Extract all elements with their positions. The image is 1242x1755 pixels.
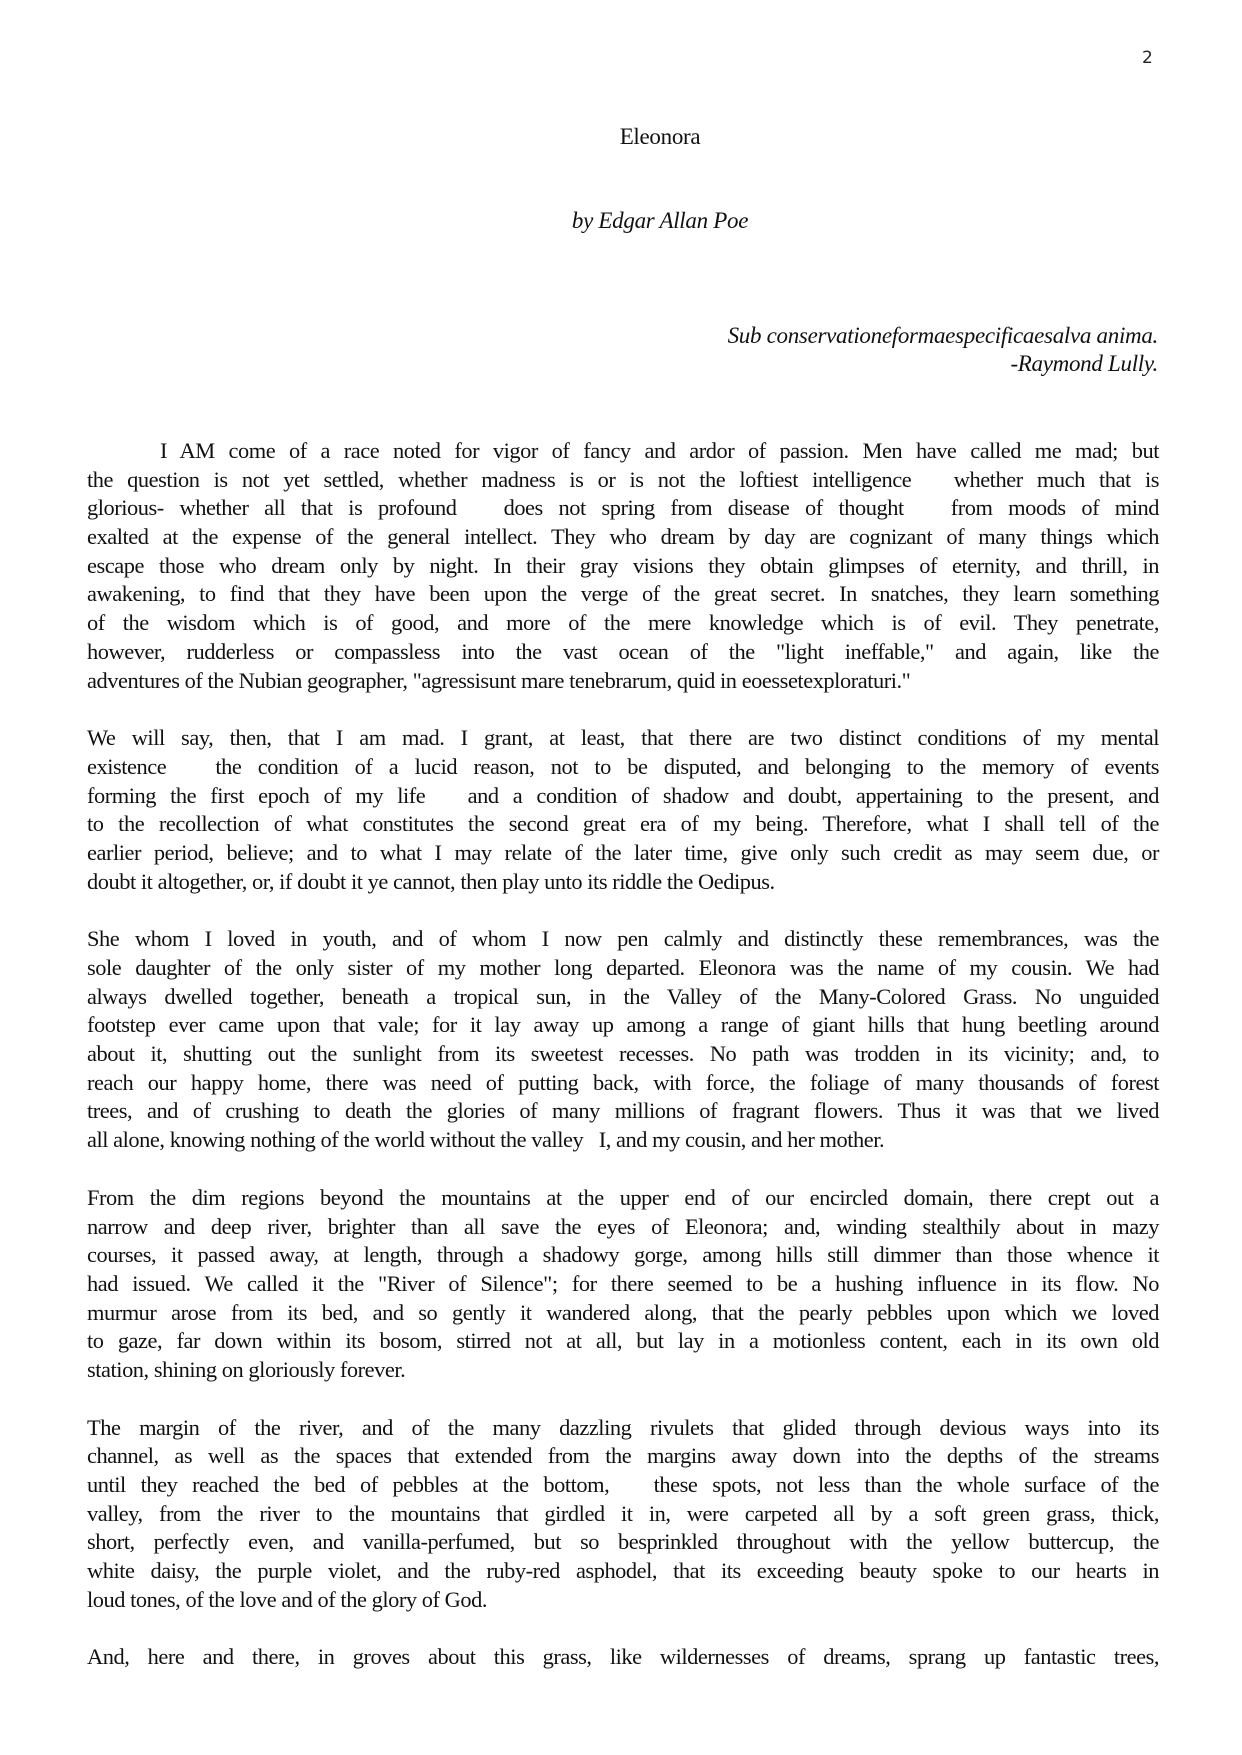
text-line: however, rudderless or compassless into the vast ocean of the "light ineffable," and again, like the (87, 638, 1159, 664)
text-line: I AM come of a race noted for vigor of fancy and ardor of passion. Men have called me mad; but (160, 438, 1159, 463)
text-line: exalted at the expense of the general intellect. They who dream by day are cognizant of many things which (87, 524, 1159, 550)
text-line: glorious- whether all that is profound does not spring from disease of thought from moods of mind (87, 495, 1159, 521)
epigraph (728, 322, 1158, 378)
text-line: murmur arose from its bed, and so gently it wandered along, that the pearly pebbles upon which we loved (87, 1299, 1159, 1325)
paragraph (87, 925, 1159, 1155)
text-line: white daisy, the purple violet, and the ruby-red asphodel, that its exceeding beauty spoke to our hearts in (87, 1558, 1159, 1584)
text-line: valley, from the river to the mountains that girdled it in, were carpeted all by a soft green grass, thick, (87, 1500, 1159, 1526)
story-body (87, 437, 1159, 1701)
story-title: Eleonora (619, 124, 701, 149)
text-line: station, shining on gloriously forever. (87, 1356, 406, 1382)
text-line: short, perfectly even, and vanilla-perfumed, but so besprinkled throughout with the yellow buttercup, the (87, 1529, 1159, 1555)
page-number: 2 (1142, 48, 1153, 68)
epigraph-quote: Sub conservationeformaespecificaesalva anima. (727, 323, 1158, 348)
text-line: all alone, knowing nothing of the world without the valley I, and my cousin, and her mother. (87, 1127, 885, 1153)
text-line: to the recollection of what constitutes the second great era of my being. Therefore, what I shall tell of the (87, 811, 1159, 837)
text-line: earlier period, believe; and to what I may relate of the later time, give only such credit as may seem due, or (87, 839, 1159, 865)
text-line: about it, shutting out the sunlight from its sweetest recesses. No path was trodden in its vicinity; and, to (87, 1041, 1159, 1067)
text-line: trees, and of crushing to death the glories of many millions of fragrant flowers. Thus it was that we lived (87, 1098, 1159, 1124)
text-line: loud tones, of the love and of the glory of God. (87, 1586, 488, 1612)
paragraph (87, 1184, 1159, 1385)
text-line: until they reached the bed of pebbles at the bottom, these spots, not less than the whole surface of the (87, 1472, 1159, 1497)
paragraph (87, 437, 1159, 695)
text-line: reach our happy home, there was need of putting back, with force, the foliage of many thousands of forest (87, 1069, 1159, 1095)
text-line: to gaze, far down within its bosom, stirred not at all, but lay in a motionless content, each in its own old (87, 1328, 1159, 1354)
author-byline: by Edgar Allan Poe (571, 208, 749, 233)
text-line: doubt it altogether, or, if doubt it ye cannot, then play unto its riddle the Oedipus. (87, 868, 775, 894)
text-line: the question is not yet settled, whether madness is or is not the loftiest intelligence whether much that is (87, 466, 1159, 492)
text-line: of the wisdom which is of good, and more of the mere knowledge which is of evil. They penetrate, (87, 610, 1159, 636)
paragraph (87, 724, 1159, 896)
text-line: sole daughter of the only sister of my mother long departed. Eleonora was the name of my cousin. We had (87, 955, 1159, 980)
text-line: channel, as well as the spaces that extended from the margins away down into the depths of the streams (87, 1443, 1159, 1469)
text-line: had issued. We called it the "River of Silence"; for there seemed to be a hushing influence in its flow. No (87, 1270, 1159, 1296)
text-line: always dwelled together, beneath a tropical sun, in the Valley of the Many-Colored Grass. No unguided (87, 983, 1159, 1009)
paragraph (87, 1414, 1159, 1615)
text-line: And, here and there, in groves about this grass, like wildernesses of dreams, sprang up fantastic trees, (87, 1644, 1159, 1670)
text-line: She whom I loved in youth, and of whom I now pen calmly and distinctly these remembrances, was the (87, 926, 1159, 952)
epigraph-attribution: -Raymond Lully. (1010, 351, 1158, 376)
text-line: adventures of the Nubian geographer, "agressisunt mare tenebrarum, quid in eoessetexploraturi." (87, 667, 911, 693)
text-line: The margin of the river, and of the many dazzling rivulets that glided through devious ways into its (87, 1414, 1159, 1440)
text-line: courses, it passed away, at length, through a shadowy gorge, among hills still dimmer than those whence it (87, 1242, 1159, 1268)
text-line: footstep ever came upon that vale; for it lay away up among a range of giant hills that hung beetling around (87, 1012, 1159, 1038)
text-line: narrow and deep river, brighter than all save the eyes of Eleonora; and, winding stealthily about in mazy (87, 1213, 1159, 1239)
text-line: forming the first epoch of my life and a condition of shadow and doubt, appertaining to the present, and (87, 782, 1159, 808)
text-line: From the dim regions beyond the mountains at the upper end of our encircled domain, there crept out a (87, 1184, 1159, 1210)
text-line: escape those who dream only by night. In their gray visions they obtain glimpses of eternity, and thrill, in (87, 552, 1159, 578)
paragraph (87, 1643, 1159, 1672)
text-line: We will say, then, that I am mad. I grant, at least, that there are two distinct conditions of my mental (87, 725, 1159, 751)
text-line: awakening, to find that they have been upon the verge of the great secret. In snatches, they learn something (87, 581, 1159, 607)
text-line: existence the condition of a lucid reason, not to be disputed, and belonging to the memory of events (87, 753, 1159, 779)
